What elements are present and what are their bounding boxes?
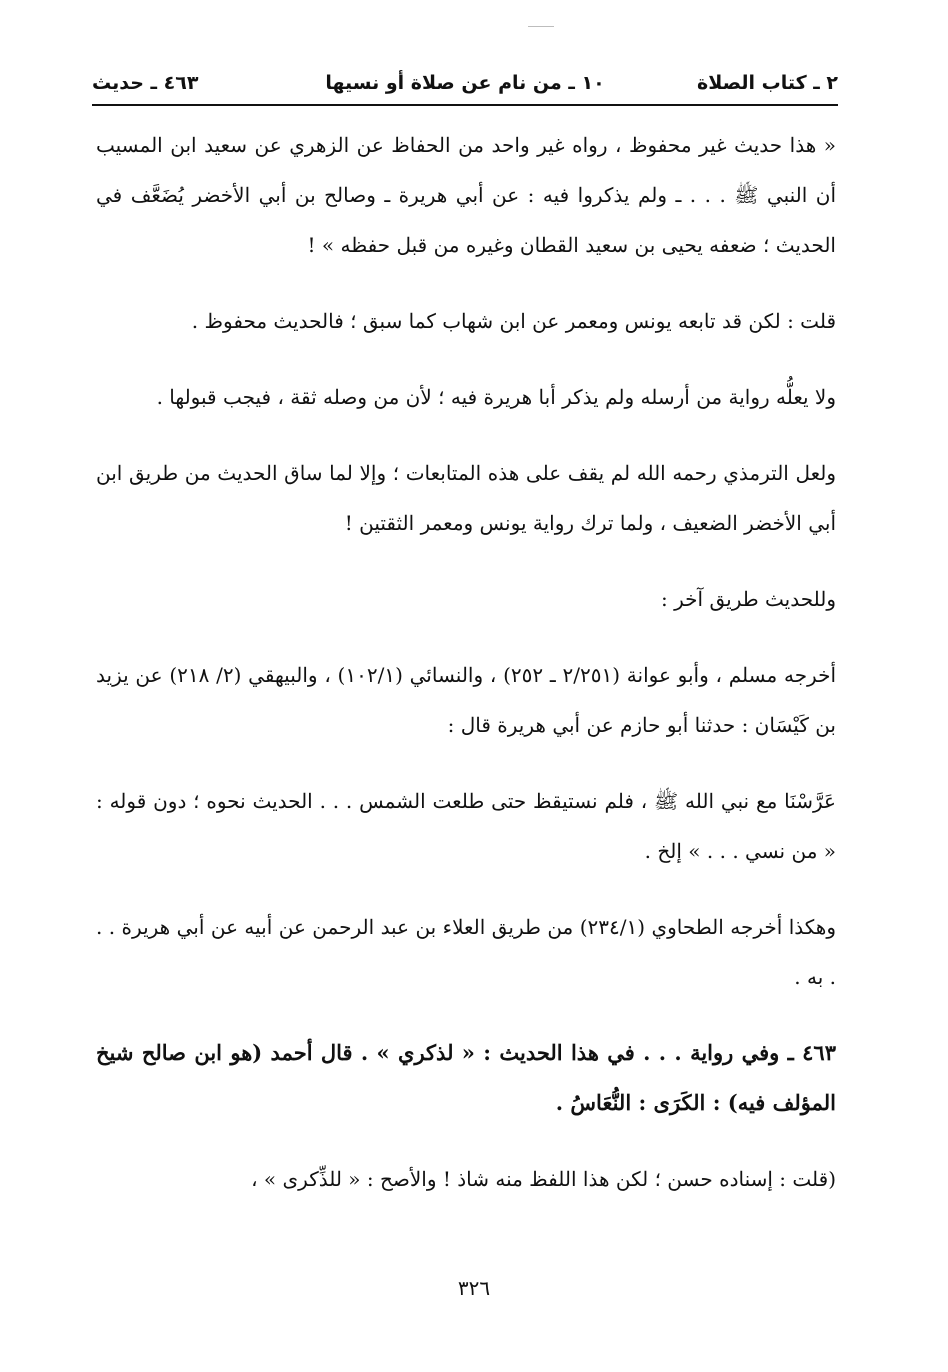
header-chapter: ٢ ـ كتاب الصلاة [697, 72, 838, 94]
page-number: ٣٢٦ [457, 1276, 491, 1300]
paragraph-final-note: (قلت : إسناده حسن ؛ لكن هذا اللفظ منه شاذ ! والأصح : « للذِّكرى » ، [251, 1167, 836, 1191]
paragraph-takhrij: أخرجه مسلم ، وأبو عوانة (٢/٢٥١ ـ ٢٥٢) ، والنسائي (١٠٢/١) ، والبيهقي (٢/ ٢١٨) عن يزيد بن كَيْسَان : حدثنا أبو حازم عن أبي هريرة قال : [96, 663, 837, 737]
paragraph-hadith-text: عَرَّسْنَا مع نبي الله ﷺ ، فلم نستيقظ حتى طلعت الشمس . . . الحديث نحوه ؛ دون قوله : « من نسي . . . » إلخ . [96, 789, 836, 863]
paragraph-other-route: وللحديث طريق آخر : [661, 587, 836, 611]
running-header [92, 68, 838, 102]
header-divider [92, 104, 838, 106]
top-scan-mark [528, 26, 554, 27]
header-section: ١٠ ـ من نام عن صلاة أو نسيها [325, 72, 605, 94]
hadith-463: ٤٦٣ ـ وفي رواية . . . في هذا الحديث : « لذكري » . قال أحمد (هو ابن صالح شيخ المؤلف فيه) : الكَرَى : النُّعَاسُ . [96, 1040, 836, 1115]
paragraph-comment-2: ولا يعلُّه رواية من أرسله ولم يذكر أبا هريرة فيه ؛ لأن من وصله ثقة ، فيجب قبولها . [156, 385, 836, 409]
paragraph-tahawi: وهكذا أخرجه الطحاوي (٢٣٤/١) من طريق العلاء بن عبد الرحمن عن أبيه عن أبي هريرة . . . به . [96, 915, 836, 989]
header-hadith-ref: ٤٦٣ ـ حديث [92, 72, 199, 94]
paragraph-comment-3: ولعل الترمذي رحمه الله لم يقف على هذه المتابعات ؛ وإلا لما ساق الحديث من طريق ابن أبي الأخضر الضعيف ، ولما ترك رواية يونس ومعمر الثقتين ! [96, 461, 836, 535]
paragraph-comment-1: قلت : لكن قد تابعه يونس ومعمر عن ابن شهاب كما سبق ؛ فالحديث محفوظ . [191, 309, 836, 333]
paragraph-quote: « هذا حديث غير محفوظ ، رواه غير واحد من الحفاظ عن الزهري عن سعيد ابن المسيب أن النبي ﷺ . . . ـ ولم يذكروا فيه : عن أبي هريرة ـ وصالح بن أبي الأخضر يُضَعَّف في الحديث ؛ ضعفه يحيى بن سعيد القطان وغيره من قبل حفظه » ! [96, 133, 836, 257]
page-body [96, 120, 836, 1230]
